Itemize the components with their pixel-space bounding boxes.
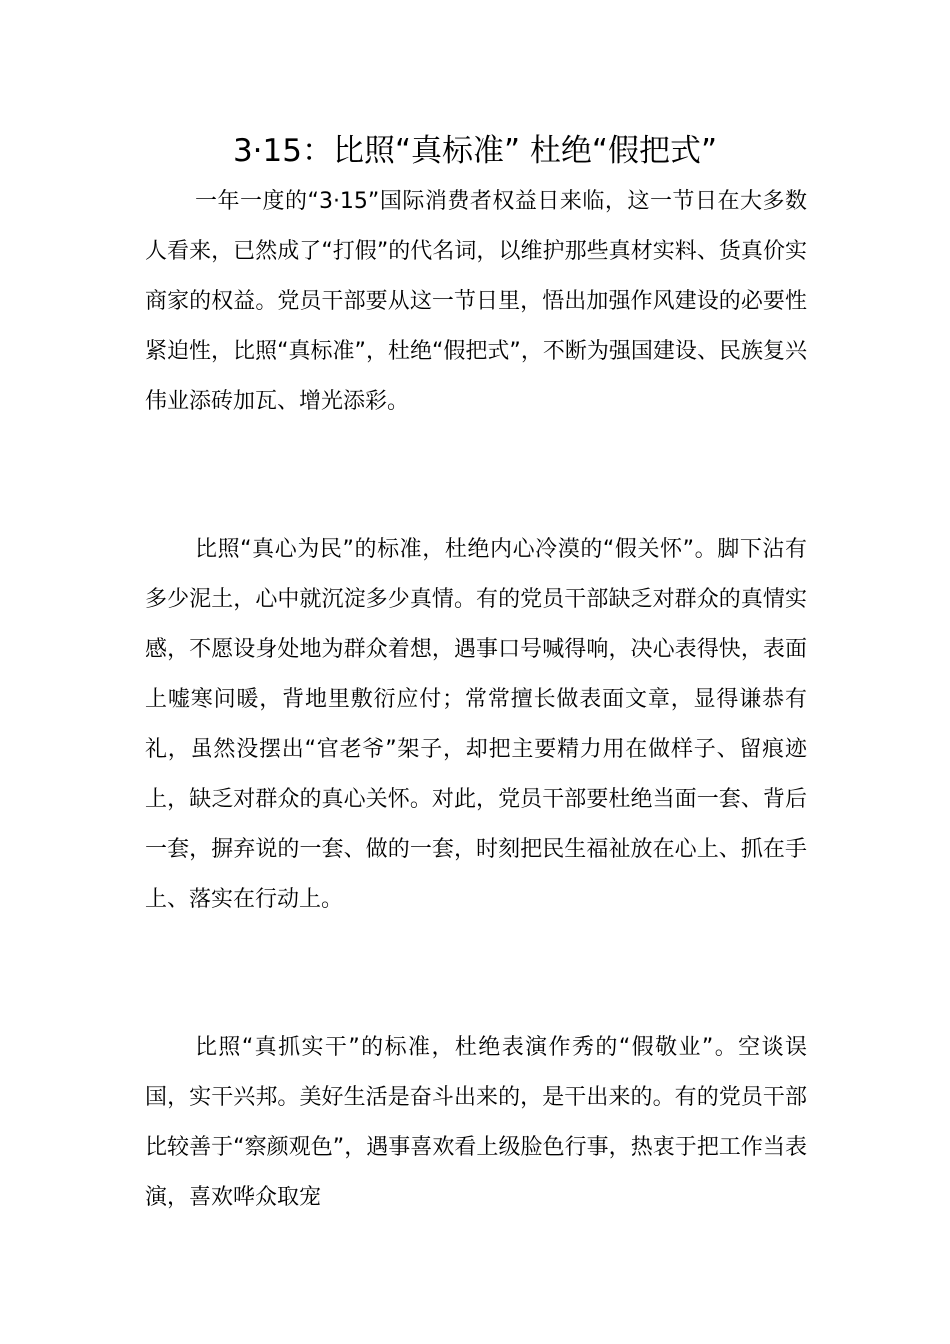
document-title: 3·15：比照“真标准” 杜绝“假把式” (232, 133, 718, 169)
paragraph-real-work: 比照“真抓实干”的标准，杜绝表演作秀的“假敬业”。空谈误国，实干兴邦。美好生活是奋斗出来的，是干出来的。有的党员干部比较善于“察颜观色”，遇事喜欢看上级脸色行事，热衷于把工作当表演，喜欢哗众取宠 (145, 1035, 807, 1210)
paragraph-intro: 一年一度的“3·15”国际消费者权益日来临，这一节日在大多数人看来，已然成了“打假”的代名词，以维护那些真材实料、货真价实商家的权益。党员干部要从这一节日里，悟出加强作风建设的必要性紧迫性，比照“真标准”，杜绝“假把式”，不断为强国建设、民族复兴伟业添砖加瓦、增光添彩。 (145, 189, 807, 414)
paragraph-sincere-care: 比照“真心为民”的标准，杜绝内心冷漠的“假关怀”。脚下沾有多少泥土，心中就沉淀多少真情。有的党员干部缺乏对群众的真情实感，不愿设身处地为群众着想，遇事口号喊得响，决心表得快，表面上嘘寒问暖，背地里敷衍应付；常常擅长做表面文章，显得谦恭有礼，虽然没摆出“官老爷”架子，却把主要精力用在做样子、留痕迹上，缺乏对群众的真心关怀。对此，党员干部要杜绝当面一套、背后一套，摒弃说的一套、做的一套，时刻把民生福祉放在心上、抓在手上、落实在行动上。 (145, 537, 807, 912)
